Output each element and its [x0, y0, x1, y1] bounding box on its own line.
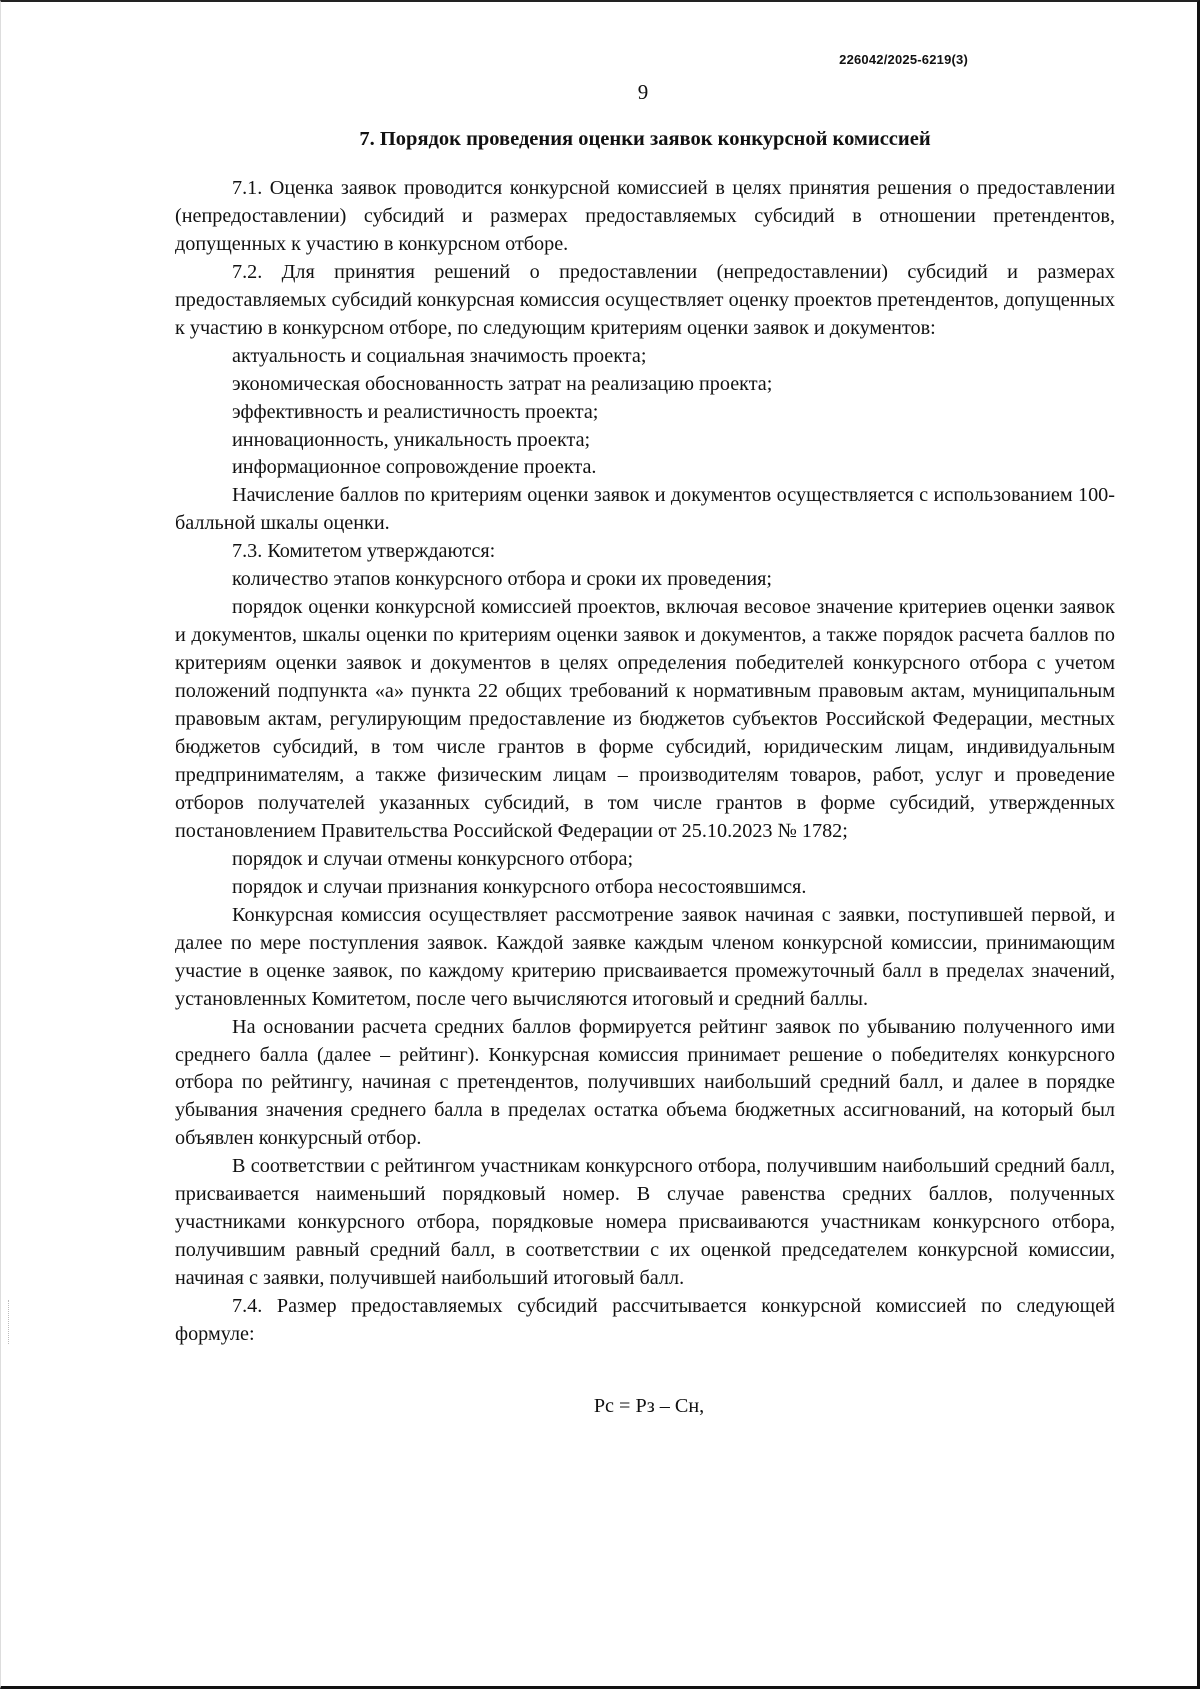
document-body [175, 126, 1115, 1421]
criterion-item: информационное сопровождение проекта. [232, 456, 597, 479]
criterion-item: актуальность и социальная значимость проекта; [232, 344, 647, 367]
paragraph-7-1: 7.1. Оценка заявок проводится конкурсной комиссией в целях принятия решения о предоставлении (непредоставлении) субсидий и размерах предоставляемых субсидий в отношении претендентов, допущенных к участию в конкурсном отборе. [175, 176, 1115, 255]
section-title: 7. Порядок проведения оценки заявок конкурсной комиссией [359, 128, 931, 150]
subsidy-formula: Рс = Рз – Сн, [593, 1394, 705, 1417]
criterion-item: экономическая обоснованность затрат на реализацию проекта; [232, 372, 773, 395]
criterion-item: инновационность, уникальность проекта; [232, 428, 591, 451]
document-id: 226042/2025-6219(3) [839, 52, 968, 67]
paragraph-7-4: 7.4. Размер предоставляемых субсидий рассчитывается конкурсной комиссией по следующей формуле: [175, 1295, 1115, 1346]
page-number: 9 [637, 80, 649, 104]
paragraph-7-2: 7.2. Для принятия решений о предоставлении (непредоставлении) субсидий и размерах предоставляемых субсидий конкурсная комиссия осуществляет оценку проектов претендентов, допущенных к участию в конкурсном отборе, по следующим критериям оценки заявок и документов: [175, 260, 1115, 339]
approved-item-stages: количество этапов конкурсного отбора и сроки их проведения; [232, 568, 773, 591]
paragraph-7-3: 7.3. Комитетом утверждаются: [232, 540, 496, 563]
approved-item-evaluation-order: порядок оценки конкурсной комиссией проектов, включая весовое значение критериев оценки заявок и документов, шкалы оценки по критериям оценки заявок и документов, а также порядок расчета баллов по критериям оценки заявок и документов в целях определения победителей конкурсного отбора с учетом положений подпункта «а» пункта 22 общих требований к нормативным правовым актам, муниципальным правовым актам, регулирующим предоставление из бюджетов субъектов Российской Федерации, местных бюджетов субсидий, в том числе грантов в форме субсидий, юридическим лицам, индивидуальным предпринимателям, а также физическим лицам – производителям товаров, работ, услуг и проведение отборов получателей указанных субсидий, в том числе грантов в форме субсидий, утвержденных постановлением Правительства Российской Федерации от 25.10.2023 № 1782; [175, 596, 1115, 842]
approved-item-failed: порядок и случаи признания конкурсного отбора несостоявшимся. [232, 875, 807, 898]
scan-artifact [8, 1300, 11, 1344]
approved-item-cancellation: порядок и случаи отмены конкурсного отбора; [232, 847, 634, 870]
paragraph-numbering: В соответствии с рейтингом участникам конкурсного отбора, получившим наибольший средний балл, присваивается наименьший порядковый номер. В случае равенства средних баллов, полученных участниками конкурсного отбора, порядковые номера присваиваются участникам конкурсного отбора, получившим равный средний балл, в соответствии с их оценкой председателем конкурсной комиссии, начиная с заявки, получившей наибольший итоговый балл. [175, 1155, 1115, 1290]
paragraph-scoring: Начисление баллов по критериям оценки заявок и документов осуществляется с использованием 100-балльной шкалы оценки. [175, 484, 1115, 535]
criterion-item: эффективность и реалистичность проекта; [232, 400, 599, 423]
paragraph-rating: На основании расчета средних баллов формируется рейтинг заявок по убыванию полученного ими среднего балла (далее – рейтинг). Конкурсная комиссия принимает решение о победителях конкурсного отбора по рейтингу, начиная с претендентов, получивших наибольший средний балл, и далее в порядке убывания значения среднего балла в пределах остатка объема бюджетных ассигнований, на который был объявлен конкурсный отбор. [175, 1015, 1115, 1150]
paragraph-review: Конкурсная комиссия осуществляет рассмотрение заявок начиная с заявки, поступившей первой, и далее по мере поступления заявок. Каждой заявке каждым членом конкурсной комиссии, принимающим участие в оценке заявок, по каждому критерию присваивается промежуточный балл в пределах значений, установленных Комитетом, после чего вычисляются итоговый и средний баллы. [175, 903, 1115, 1010]
